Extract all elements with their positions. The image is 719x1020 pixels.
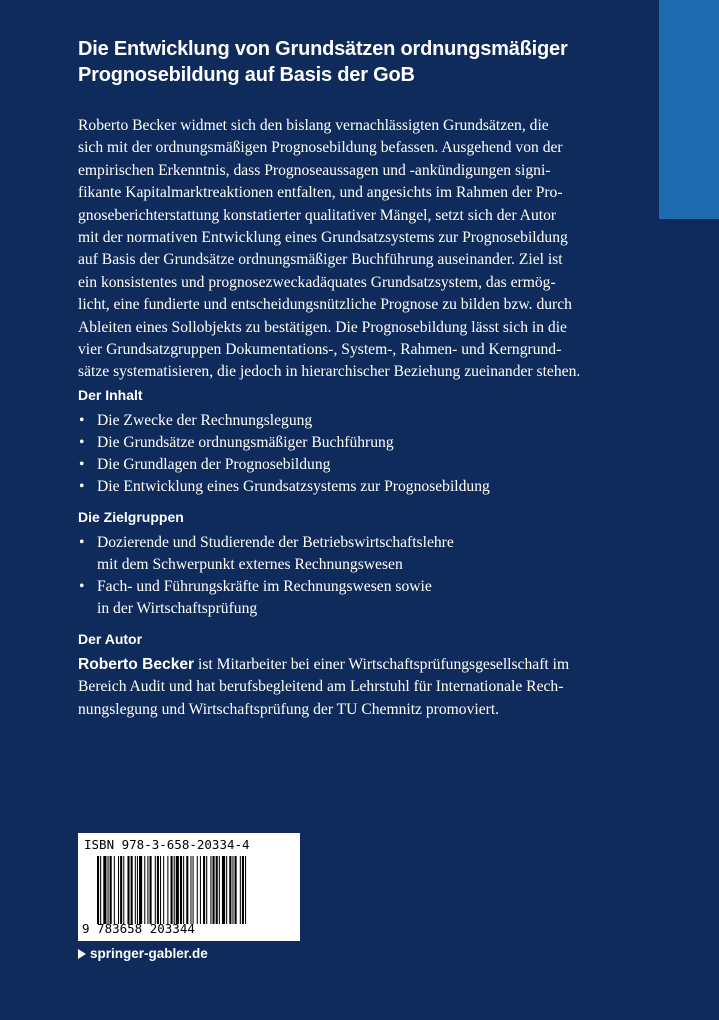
website-link[interactable] <box>78 945 208 963</box>
title-line-1: Die Entwicklung von Grundsätzen ordnungsmäßiger <box>78 38 568 60</box>
barcode-bar <box>193 856 194 924</box>
barcode-bar <box>135 856 136 924</box>
description-line: ein konsistentes und prognosezweckadäquates Grundsatzsystem, das ermög- <box>78 273 556 291</box>
barcode-bar <box>100 856 101 924</box>
inhalt-list <box>78 410 648 498</box>
barcode-bar <box>114 856 115 924</box>
barcode-bar <box>123 856 124 924</box>
description-line: sätze systematisieren, die jedoch in hierarchischer Beziehung zueinander stehen. <box>78 363 581 381</box>
barcode-bar <box>150 856 152 924</box>
isbn-label: ISBN 978-3-658-20334-4 <box>84 837 250 852</box>
barcode-bar <box>97 856 99 924</box>
barcode-bar <box>219 856 220 924</box>
barcode-bar <box>206 856 207 924</box>
description-line: Roberto Becker widmet sich den bislang vernachlässigten Grundsätzen, die <box>78 117 549 134</box>
barcode-bar <box>120 856 122 924</box>
description-line: mit der normativen Entwicklung eines Grundsatzsystems zur Prognosebildung <box>78 229 568 247</box>
title-line-2: Prognosebildung auf Basis der GoB <box>78 64 415 86</box>
barcode-bar <box>110 856 112 924</box>
barcode-bar <box>160 856 161 924</box>
description-line: licht, eine fundierte und entscheidungsnützliche Prognose zu bilden bzw. durch <box>78 296 572 314</box>
barcode-bar <box>213 856 215 924</box>
barcode-bar <box>171 856 173 924</box>
barcode-bar <box>190 856 191 924</box>
isbn-barcode <box>78 833 300 941</box>
description-line: Ableiten eines Sollobjekts zu bestätigen. Die Prognosebildung lässt sich in die <box>78 318 567 336</box>
barcode-bar <box>176 856 179 924</box>
description-line: sich mit der ordnungsmäßigen Prognosebildung befassen. Ausgehend von der <box>78 139 563 157</box>
list-item-text: Dozierende und Studierende der Betriebswirtschaftslehre <box>97 534 454 551</box>
barcode-bar <box>137 856 138 924</box>
description-line: vier Grundsatzgruppen Dokumentations-, System-, Rahmen- und Kerngrund- <box>78 341 562 359</box>
inhalt-heading: Der Inhalt <box>78 387 143 403</box>
book-title <box>78 36 638 88</box>
barcode-bar <box>222 856 225 924</box>
accent-tab <box>659 0 719 219</box>
list-item-text: mit dem Schwerpunkt externes Rechnungswesen <box>97 556 403 573</box>
barcode-bars <box>97 856 293 924</box>
barcode-bar <box>180 856 182 924</box>
bullet-icon: • <box>79 412 85 429</box>
website-url: springer-gabler.de <box>90 946 208 961</box>
list-item-text: Die Zwecke der Rechnungslegung <box>97 412 313 429</box>
list-item <box>78 532 648 576</box>
barcode-bar <box>174 856 175 924</box>
author-name: Roberto Becker <box>78 656 195 673</box>
barcode-bar <box>210 856 211 924</box>
list-item-text: Fach- und Führungskräfte im Rechnungswesen sowie <box>97 578 432 595</box>
barcode-bar <box>103 856 106 924</box>
bullet-icon: • <box>79 434 85 451</box>
barcode-bar <box>240 856 241 924</box>
barcode-bar <box>245 856 246 924</box>
barcode-bar <box>197 856 198 924</box>
autor-paragraph <box>78 654 648 721</box>
autor-line: Bereich Audit und hat berufsbegleitend am Lehrstuhl für Internationale Rech- <box>78 678 564 696</box>
list-item-text: Die Entwicklung eines Grundsatzsystems zur Prognosebildung <box>97 478 490 495</box>
description-line: auf Basis der Grundsätze ordnungsmäßiger Buchführung auseinander. Ziel ist <box>78 251 563 269</box>
barcode-bar <box>216 856 218 924</box>
barcode-bar <box>226 856 227 924</box>
autor-line: nungslegung und Wirtschaftsprüfung der TU Chemnitz promoviert. <box>78 700 500 718</box>
barcode-bar <box>108 856 109 924</box>
barcode-bar <box>232 856 233 924</box>
description-line: gnoseberichterstattung konstatierter qualitativer Mängel, setzt sich der Autor <box>78 206 557 224</box>
autor-section <box>78 630 648 721</box>
list-item <box>78 476 648 498</box>
barcode-bar <box>186 856 188 924</box>
description-paragraph <box>78 115 644 384</box>
barcode-bar <box>139 856 142 924</box>
barcode-bar <box>147 856 148 924</box>
list-item <box>78 454 648 476</box>
barcode-bar <box>235 856 237 924</box>
barcode-bar <box>157 856 159 924</box>
inhalt-section <box>78 386 648 498</box>
zielgruppen-section <box>78 508 648 620</box>
barcode-bar <box>127 856 129 924</box>
barcode-digits: 9 783658 203344 <box>82 921 195 936</box>
barcode-bar <box>131 856 133 924</box>
zielgruppen-list <box>78 532 648 620</box>
arrow-right-icon <box>78 949 86 959</box>
barcode-bar <box>242 856 244 924</box>
autor-line-1-text: ist Mitarbeiter bei einer Wirtschaftsprüfungsgesellschaft im <box>194 656 570 673</box>
bullet-icon: • <box>79 478 85 495</box>
list-item <box>78 576 648 620</box>
list-item-text: in der Wirtschaftsprüfung <box>97 600 258 617</box>
autor-line <box>78 654 648 676</box>
bullet-icon: • <box>79 578 85 595</box>
list-item-text: Die Grundlagen der Prognosebildung <box>97 456 331 473</box>
barcode-bar <box>229 856 231 924</box>
zielgruppen-heading: Die Zielgruppen <box>78 509 184 525</box>
barcode-bar <box>118 856 119 924</box>
description-line: empirischen Erkenntnis, dass Prognoseaussagen und -ankündigungen signi- <box>78 161 551 179</box>
list-item <box>78 410 648 432</box>
autor-heading: Der Autor <box>78 631 143 647</box>
barcode-bar <box>200 856 201 924</box>
list-item-text: Die Grundsätze ordnungsmäßiger Buchführung <box>97 434 394 451</box>
barcode-bar <box>163 856 164 924</box>
description-line: fikante Kapitalmarktreaktionen entfalten, und angesichts im Rahmen der Pro- <box>78 184 563 202</box>
barcode-bar <box>155 856 156 924</box>
barcode-bar <box>183 856 184 924</box>
barcode-bar <box>167 856 168 924</box>
bullet-icon: • <box>79 456 85 473</box>
list-item <box>78 432 648 454</box>
barcode-bar <box>203 856 205 924</box>
barcode-bar <box>144 856 145 924</box>
bullet-icon: • <box>79 534 85 551</box>
